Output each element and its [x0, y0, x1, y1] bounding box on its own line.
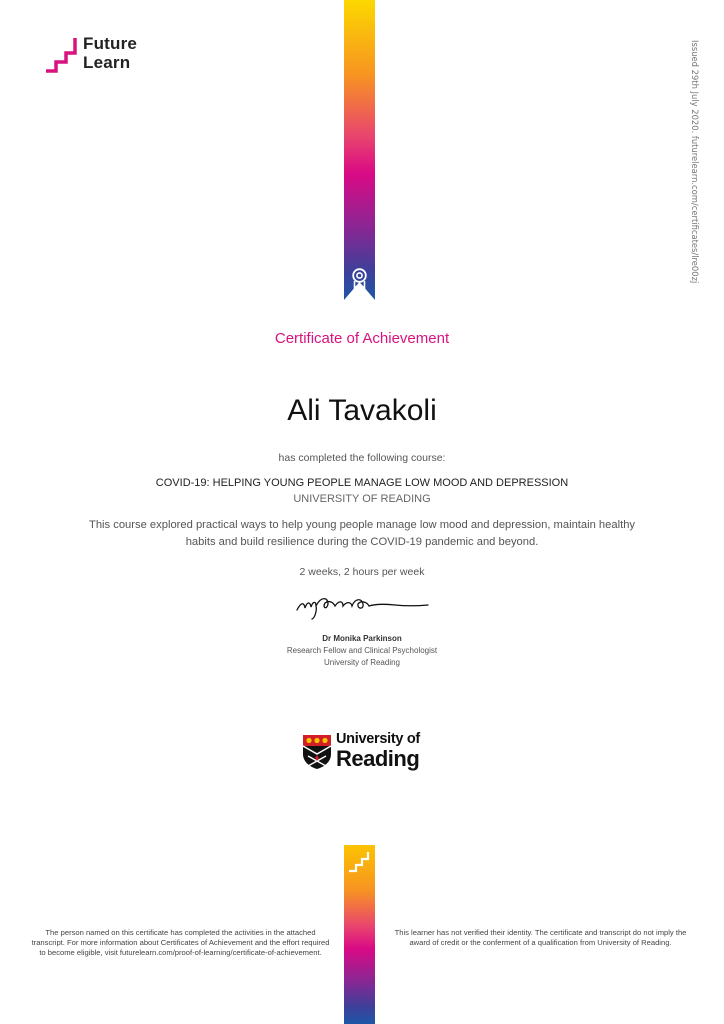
brand-name-line1: Future [83, 34, 138, 53]
university-of-reading-logo [302, 731, 426, 775]
ribbon-top [344, 0, 375, 300]
recipient-name: Ali Tavakoli [287, 394, 437, 427]
award-rosette-icon [351, 268, 368, 290]
certificate-title: Certificate of Achievement [274, 330, 450, 347]
course-institution: UNIVERSITY OF READING [293, 493, 431, 505]
completed-text: has completed the following course: [278, 452, 446, 464]
signatory-role: Research Fellow and Clinical Psychologist [286, 646, 438, 655]
course-title: COVID-19: HELPING YOUNG PEOPLE MANAGE LOW MOOD AND DEPRESSION [155, 477, 569, 489]
staircase-icon [44, 35, 82, 75]
course-duration: 2 weeks, 2 hours per week [299, 566, 425, 578]
university-crest-icon [302, 734, 332, 770]
signature-image [295, 592, 430, 620]
university-logo-line1: University of [336, 731, 420, 747]
footer-disclaimer-left: The person named on this certificate has completed the activities in the attached transcript. For more information about Certificates of Achievement and the effort required to become eligible, visit futurelearn.com/proof-of-learning/certificate-of-achievement. [31, 928, 330, 958]
signatory-details [0, 645, 724, 669]
footer-disclaimer-right: This learner has not verified their identity. The certificate and transcript do not imply the award of credit or the conferment of a qualification from University of Reading. [394, 928, 687, 948]
issued-note: Issued 29th July 2020. futurelearn.com/certificates/lre00zj [690, 40, 700, 284]
staircase-icon [348, 851, 372, 875]
brand-name [83, 34, 137, 72]
brand-name-line2: Learn [83, 53, 131, 72]
university-logo-line2: Reading [336, 746, 420, 771]
course-description: This course explored practical ways to help young people manage low mood and depression, maintain healthy habits and build resilience during the COVID-19 pandemic and beyond. [88, 519, 636, 548]
signatory-name: Dr Monika Parkinson [322, 634, 402, 643]
signatory-organization: University of Reading [323, 658, 401, 667]
